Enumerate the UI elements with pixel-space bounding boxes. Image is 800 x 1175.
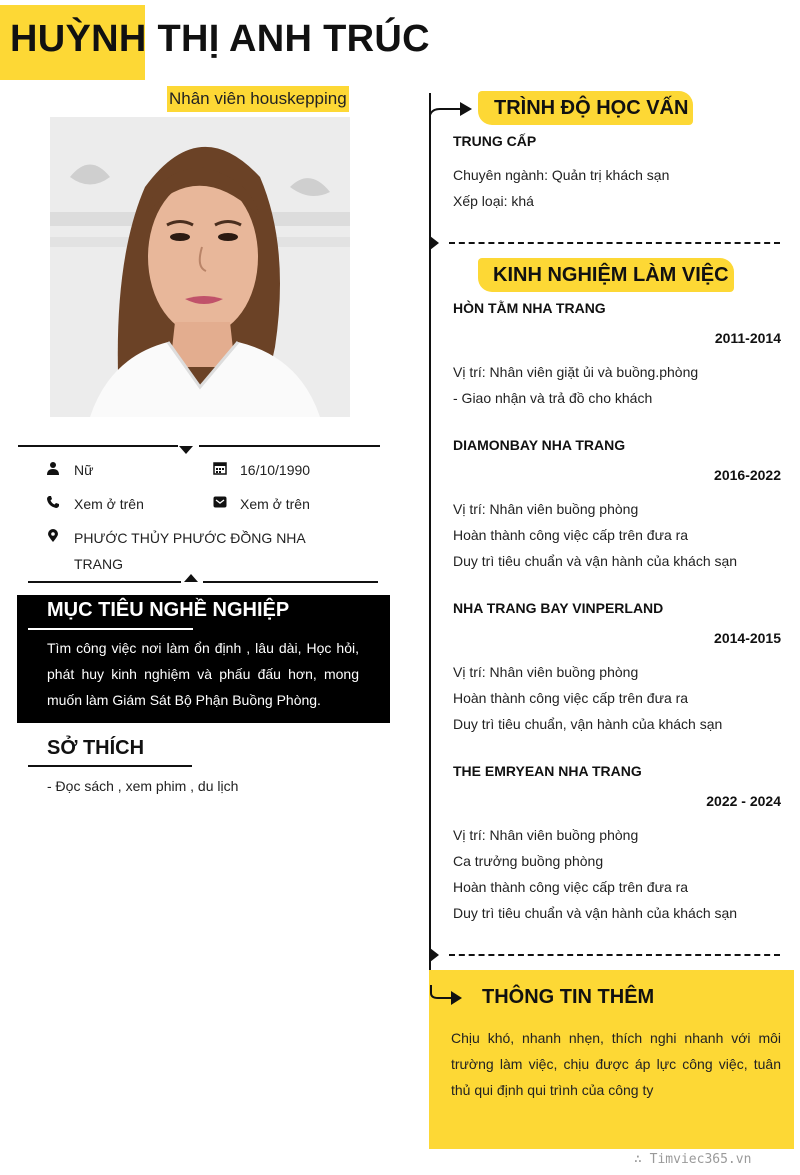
job-period: 2014-2015 (714, 630, 781, 646)
job-detail: Duy trì tiêu chuẩn và vận hành của khách sạn (453, 905, 738, 921)
objective-title: MỤC TIÊU NGHỀ NGHIỆP (47, 599, 290, 621)
job-title: Nhân viên houskepping (167, 86, 349, 112)
timeline-marker (430, 236, 439, 250)
profile-photo (50, 117, 350, 417)
education-title: TRÌNH ĐỘ HỌC VẤN (494, 97, 689, 119)
job-detail: Hoàn thành công việc cấp trên đưa ra (453, 690, 689, 706)
job-detail: Hoàn thành công việc cấp trên đưa ra (453, 527, 689, 543)
phone-icon (46, 495, 60, 514)
education-level: TRUNG CẤP (453, 133, 537, 149)
email-icon (213, 495, 227, 514)
more-info-title: THÔNG TIN THÊM (482, 986, 655, 1008)
address-line-2: TRANG (74, 556, 123, 572)
job-period: 2016-2022 (714, 467, 781, 483)
arrow-right-icon (430, 99, 474, 126)
location-icon (46, 529, 60, 548)
job-detail: - Giao nhận và trả đồ cho khách (453, 390, 653, 406)
education-grade: Xếp loại: khá (453, 193, 534, 209)
dashed-divider (449, 242, 780, 244)
phone: Xem ở trên (74, 496, 144, 512)
job-company: DIAMONBAY NHA TRANG (453, 437, 626, 453)
job-company: THE EMRYEAN NHA TRANG (453, 763, 642, 779)
divider (199, 445, 380, 447)
job-detail: Vị trí: Nhân viên buồng phòng (453, 664, 639, 680)
timeline-marker (430, 948, 439, 962)
calendar-icon (213, 461, 227, 480)
job-period: 2011-2014 (714, 330, 781, 346)
job-detail: Ca trưởng buồng phòng (453, 853, 604, 869)
divider (18, 445, 178, 447)
experience-title: KINH NGHIỆM LÀM VIỆC (493, 264, 729, 286)
birthday: 16/10/1990 (240, 462, 311, 478)
job-detail: Vị trí: Nhân viên giặt ủi và buồng.phòng (453, 364, 699, 380)
job-detail: Duy trì tiêu chuẩn, vận hành của khách sạn (453, 716, 723, 732)
email: Xem ở trên (240, 496, 310, 512)
job-period: 2022 - 2024 (706, 793, 781, 809)
dashed-divider (449, 954, 780, 956)
objective-text: Tìm công việc nơi làm ổn định , lâu dài, Học hỏi, phát huy kinh nghiệm và phấu đấu hơn, mong muốn làm Giám Sát Bộ Phận Buồng Phòng. (47, 640, 359, 708)
hobbies-text: - Đọc sách , xem phim , du lịch (47, 778, 239, 794)
hobbies-title: SỞ THÍCH (47, 737, 145, 759)
more-info-text: Chịu khó, nhanh nhẹn, thích nghi nhanh với môi trường làm việc, chịu được áp lực công việc, tuân thủ qui định qui trình của công ty (451, 1030, 781, 1098)
watermark-icon: ∴ (634, 1152, 650, 1167)
job-detail: Hoàn thành công việc cấp trên đưa ra (453, 879, 689, 895)
job-company: NHA TRANG BAY VINPERLAND (453, 600, 664, 616)
candidate-name: HUỲNH THỊ ANH TRÚC (10, 18, 430, 60)
divider (203, 581, 378, 583)
job-detail: Vị trí: Nhân viên buồng phòng (453, 501, 639, 517)
divider-arrow (184, 574, 198, 582)
job-detail: Vị trí: Nhân viên buồng phòng (453, 827, 639, 843)
arrow-right-icon (430, 985, 464, 1016)
watermark-text: Timviec365.vn (649, 1152, 752, 1167)
watermark (634, 1152, 751, 1167)
address-line-1: PHƯỚC THỦY PHƯỚC ĐỒNG NHA (74, 530, 306, 546)
user-icon (46, 461, 60, 480)
education-major: Chuyên ngành: Quản trị khách sạn (453, 167, 670, 183)
timeline-line (429, 93, 431, 1001)
objective-underline (28, 628, 193, 630)
divider-arrow (179, 446, 193, 454)
gender: Nữ (74, 462, 94, 478)
hobbies-underline (28, 765, 192, 767)
divider (28, 581, 181, 583)
job-detail: Duy trì tiêu chuẩn và vận hành của khách sạn (453, 553, 738, 569)
job-company: HÒN TẰM NHA TRANG (453, 300, 606, 316)
